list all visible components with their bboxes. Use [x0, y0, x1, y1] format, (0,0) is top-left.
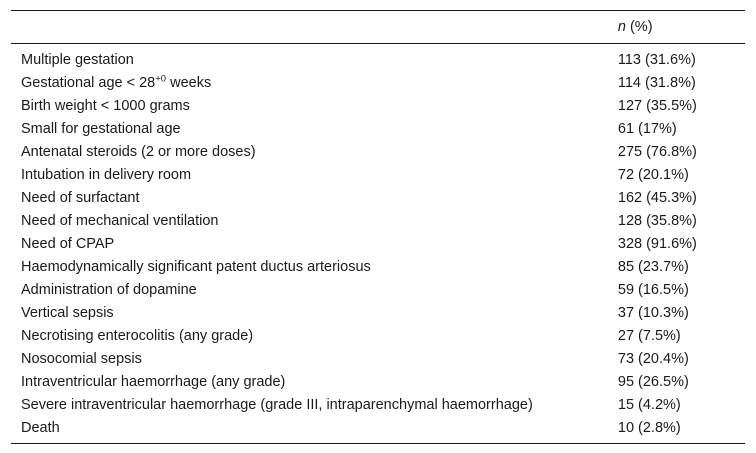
- row-label: Death: [11, 416, 613, 444]
- table-header: [11, 11, 745, 44]
- row-value: 72 (20.1%): [617, 166, 689, 183]
- data-table-container: [11, 10, 745, 444]
- data-table: [11, 10, 745, 444]
- table-row: [11, 347, 745, 370]
- row-value: 95 (26.5%): [617, 373, 689, 390]
- table-row: [11, 163, 745, 186]
- row-value: 127 (35.5%): [617, 97, 697, 114]
- row-value: 10 (2.8%): [613, 416, 745, 444]
- row-label: Vertical sepsis: [21, 304, 114, 321]
- row-value: 85 (23.7%): [617, 258, 689, 275]
- table-row: [11, 370, 745, 393]
- row-value: 328 (91.6%): [617, 235, 697, 252]
- row-label: Need of CPAP: [21, 235, 115, 252]
- table-row: [11, 301, 745, 324]
- table-row: [11, 255, 745, 278]
- row-label: Intubation in delivery room: [21, 166, 192, 183]
- row-label: Nosocomial sepsis: [21, 350, 142, 367]
- row-value: 27 (7.5%): [617, 327, 681, 344]
- table-row: [11, 416, 745, 444]
- row-label: Birth weight < 1000 grams: [21, 97, 190, 114]
- row-label: Need of mechanical ventilation: [21, 212, 219, 229]
- row-value: 37 (10.3%): [617, 304, 689, 321]
- row-label: Administration of dopamine: [21, 281, 197, 298]
- row-value: 162 (45.3%): [617, 189, 697, 206]
- header-percent-label: (%): [625, 19, 653, 35]
- row-value: 114 (31.8%): [617, 74, 696, 91]
- table-row: [11, 232, 745, 255]
- table-row: [11, 71, 745, 94]
- row-label: Necrotising enterocolitis (any grade): [21, 327, 254, 344]
- header-n-symbol: n: [617, 19, 626, 35]
- table-row: [11, 44, 745, 72]
- row-label-suffix: weeks: [166, 74, 212, 91]
- row-label-superscript: +0: [155, 72, 167, 84]
- table-row: [11, 324, 745, 347]
- row-value: 113 (31.6%): [617, 51, 696, 68]
- row-value: 15 (4.2%): [617, 396, 681, 413]
- header-value-cell: [613, 11, 745, 44]
- table-row: [11, 209, 745, 232]
- row-label: [11, 71, 613, 94]
- row-value: 275 (76.8%): [617, 143, 697, 160]
- table-row: [11, 393, 745, 416]
- row-value: 128 (35.8%): [617, 212, 697, 229]
- row-value: 73 (20.4%): [617, 350, 689, 367]
- row-label: Antenatal steroids (2 or more doses): [21, 143, 256, 160]
- row-label: Intraventricular haemorrhage (any grade): [21, 373, 286, 390]
- row-value: 61 (17%): [617, 120, 677, 137]
- header-label-cell: [11, 11, 613, 44]
- row-label-text: Gestational age < 28: [21, 74, 156, 91]
- table-row: [11, 140, 745, 163]
- row-label: Need of surfactant: [21, 189, 140, 206]
- row-label: Haemodynamically significant patent ductus arteriosus: [21, 258, 371, 275]
- table-row: [11, 117, 745, 140]
- table-row: [11, 278, 745, 301]
- row-label: Small for gestational age: [21, 120, 181, 137]
- table-row: [11, 94, 745, 117]
- header-row: [11, 11, 745, 44]
- row-label: Severe intraventricular haemorrhage (grade III, intraparenchymal haemorrhage): [21, 396, 533, 413]
- table-row: [11, 186, 745, 209]
- row-label: Multiple gestation: [21, 51, 134, 68]
- table-body: [11, 44, 745, 444]
- row-value: 59 (16.5%): [617, 281, 689, 298]
